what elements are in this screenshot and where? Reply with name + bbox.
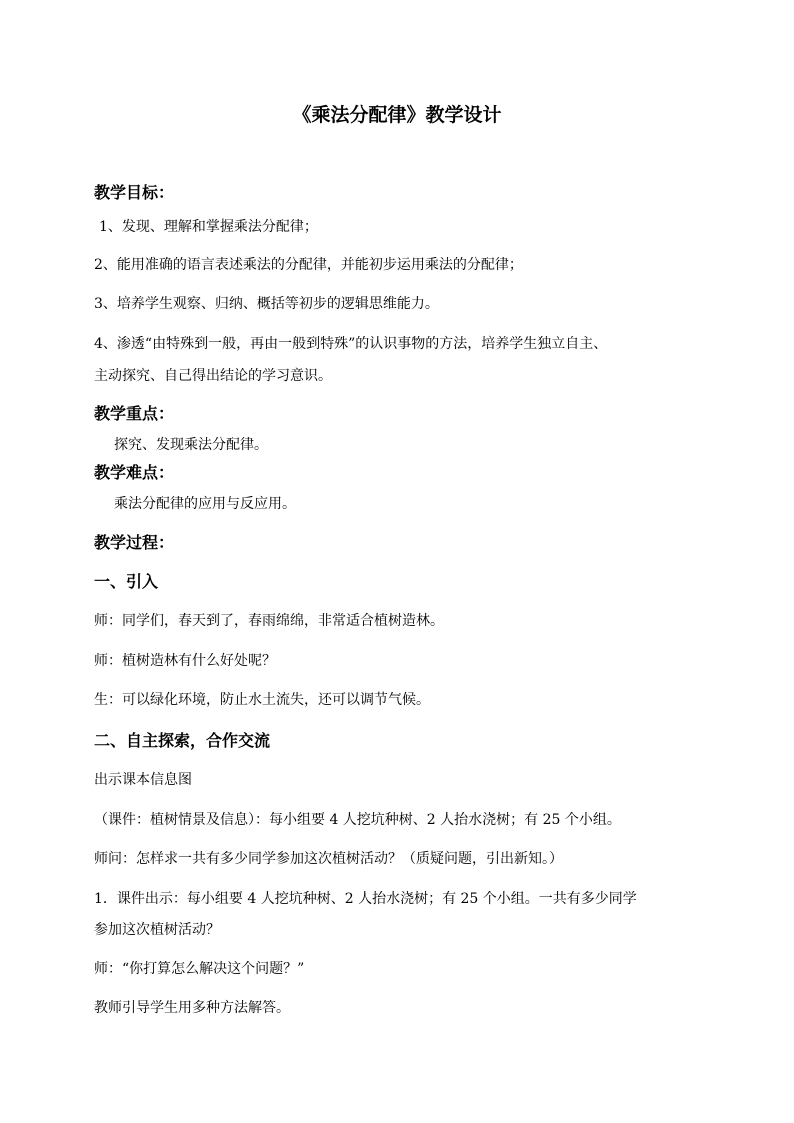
objective-item-continued: 主动探究、自己得出结论的学习意识。	[94, 368, 332, 384]
paragraph-line: 1．课件出示：每小组要 4 人挖坑种树、2 人抬水浇树；有 25 个小组。一共有多少同学	[94, 891, 637, 907]
document-title: 《乘法分配律》教学设计	[292, 104, 502, 126]
key-point-heading: 教学重点：	[94, 404, 175, 423]
objectives-heading: 教学目标：	[94, 183, 175, 202]
dialogue-line: 师：植树造林有什么好处呢？	[94, 653, 276, 669]
objective-item: 1、发现、理解和掌握乘法分配律；	[99, 219, 318, 235]
paragraph-line: （课件：植树情景及信息）：每小组要 4 人挖坑种树、2 人抬水浇树；有 25 个小组。	[94, 812, 621, 828]
paragraph-line: 出示课本信息图	[94, 772, 192, 788]
paragraph-line: 师问：怎样求一共有多少同学参加这次植树活动？（质疑问题，引出新知。）	[94, 851, 563, 867]
section-heading-explore: 二、自主探索，合作交流	[94, 731, 271, 750]
difficulty-text: 乘法分配律的应用与反应用。	[114, 496, 296, 512]
paragraph-line: 教师引导学生用多种方法解答。	[94, 1000, 290, 1016]
objective-item: 3、培养学生观察、归纳、概括等初步的逻辑思维能力。	[94, 296, 439, 312]
dialogue-line: 生：可以绿化环境，防止水土流失，还可以调节气候。	[94, 692, 430, 708]
difficulty-heading: 教学难点：	[94, 463, 175, 482]
section-heading-intro: 一、引入	[94, 572, 159, 591]
dialogue-line: 师：“你打算怎么解决这个问题？”	[94, 961, 305, 977]
process-heading: 教学过程：	[94, 533, 175, 552]
objective-item: 2、能用准确的语言表述乘法的分配律，并能初步运用乘法的分配律；	[94, 257, 523, 273]
objective-item: 4、渗透“由特殊到一般，再由一般到特殊”的认识事物的方法，培养学生独立自主、	[94, 336, 608, 352]
paragraph-line-continued: 参加这次植树活动？	[94, 922, 220, 938]
key-point-text: 探究、发现乘法分配律。	[114, 437, 268, 453]
dialogue-line: 师：同学们，春天到了，春雨绵绵，非常适合植树造林。	[94, 613, 444, 629]
